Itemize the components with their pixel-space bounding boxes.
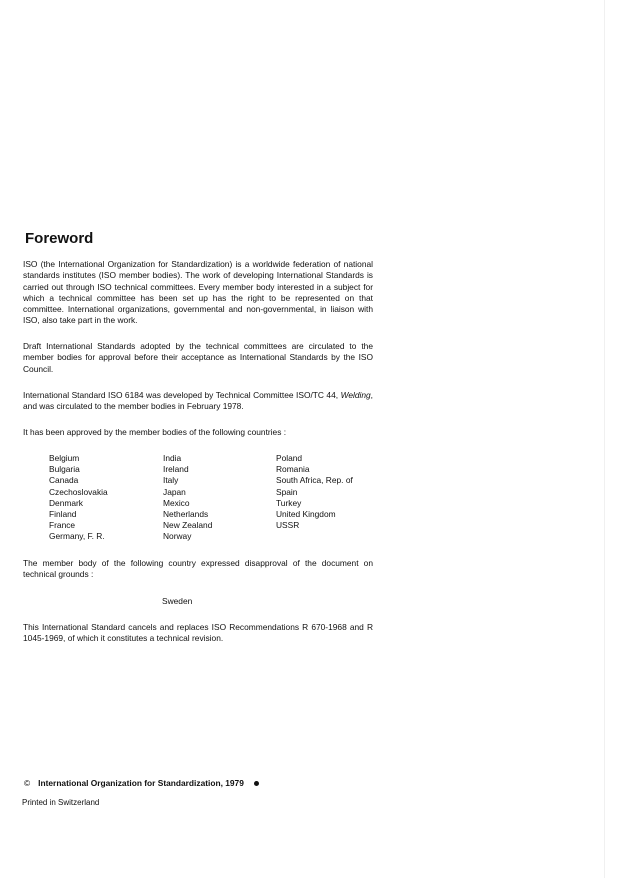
country-item: Ireland xyxy=(163,464,189,475)
countries-column-2 xyxy=(163,453,212,543)
country-item: Poland xyxy=(276,453,303,463)
country-item: Mexico xyxy=(163,497,190,508)
paragraph-development xyxy=(23,390,373,413)
country-item: New Zealand xyxy=(163,520,213,531)
country-item: South Africa, Rep. of xyxy=(276,475,353,486)
countries-column-1 xyxy=(49,453,108,543)
development-text-end: , and was circulated to the member bodies in February 1978. xyxy=(23,390,373,412)
country-item: India xyxy=(163,453,182,463)
page-title: Foreword xyxy=(25,230,94,247)
country-item: Spain xyxy=(276,486,298,497)
paragraph-iso-intro: ISO (the International Organization for Standardization) is a worldwide federation of national standards institutes (ISO member bodies). The work of developing International Standards is carried out through ISO technical committees. Every member body interested in a subject for which a technical committee has been set up has the right to be represented on that committee. International organizations, governmental and non-governmental, in liaison with ISO, also take part in the work. xyxy=(23,259,373,326)
copyright-text: International Organization for Standardization, 1979 xyxy=(38,778,244,788)
copyright-symbol: © xyxy=(24,778,31,788)
page-edge-line xyxy=(604,0,605,878)
countries-column-3 xyxy=(276,453,353,531)
country-item: France xyxy=(49,520,76,531)
country-item: Germany, F. R. xyxy=(49,531,105,542)
country-item: Italy xyxy=(163,475,179,486)
committee-subject: Welding xyxy=(340,390,371,400)
country-item: Norway xyxy=(163,531,192,542)
country-item: Canada xyxy=(49,475,79,486)
development-text-start: International Standard ISO 6184 was developed by Technical Committee ISO/TC 44, xyxy=(23,390,341,400)
country-item: Japan xyxy=(163,486,186,497)
country-item: Czechoslovakia xyxy=(49,486,108,497)
country-item: Netherlands xyxy=(163,508,209,519)
country-item: Romania xyxy=(276,464,310,475)
paragraph-replacement: This International Standard cancels and replaces ISO Recommendations R 670-1968 and R 1045-1969, of which it constitutes a technical revision. xyxy=(23,622,373,644)
country-item: United Kingdom xyxy=(276,508,336,519)
country-item: USSR xyxy=(276,520,300,531)
disapproving-country: Sweden xyxy=(162,596,193,606)
country-item: Bulgaria xyxy=(49,464,80,475)
paragraph-disapproval: The member body of the following country expressed disapproval of the document on technical grounds : xyxy=(23,558,373,580)
printed-location: Printed in Switzerland xyxy=(22,798,100,807)
country-item: Finland xyxy=(49,508,77,519)
paragraph-draft-standards: Draft International Standards adopted by the technical committees are circulated to the member bodies for approval before their acceptance as International Standards by the ISO Council. xyxy=(23,341,373,374)
copyright-notice xyxy=(24,778,259,788)
bullet-icon xyxy=(254,781,259,786)
country-item: Denmark xyxy=(49,497,83,508)
country-item: Belgium xyxy=(49,453,80,463)
country-item: Turkey xyxy=(276,497,302,508)
paragraph-approval: It has been approved by the member bodies of the following countries : xyxy=(23,427,287,437)
